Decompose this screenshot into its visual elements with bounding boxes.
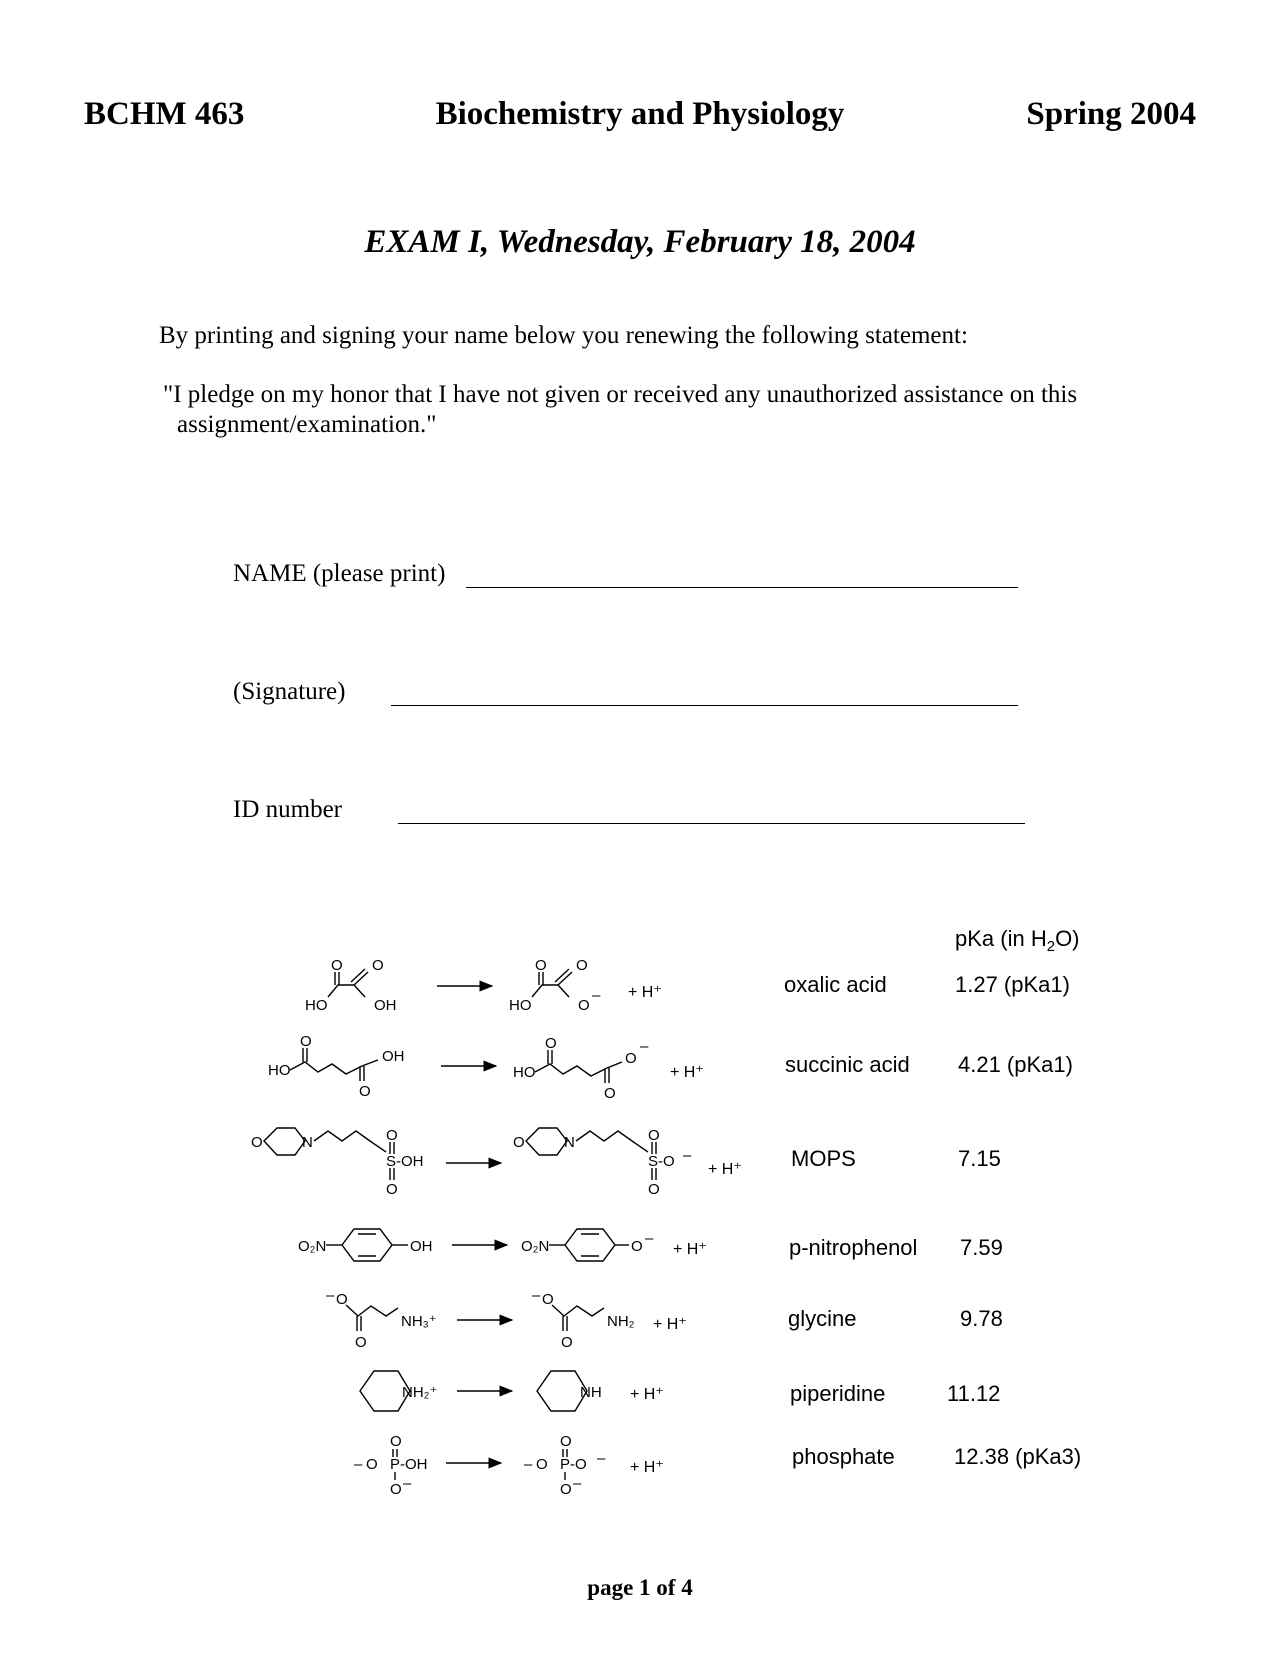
atom-label: N [302,1134,313,1151]
plus-proton-label: + H⁺ [628,984,662,1001]
atom-label: O [251,1134,263,1151]
bond [354,972,368,985]
atom-label: HO [268,1062,291,1079]
atom-label: O [604,1085,616,1102]
atom-label: P-O [560,1456,587,1473]
pka-value: 11.12 [947,1381,1001,1406]
plus-proton-label: + H⁺ [630,1459,664,1476]
hydrogen-phosphate-structure [354,1433,428,1498]
atom-label: NH₂⁺ [402,1384,438,1401]
atom-label: O [355,1334,367,1351]
morpholine-ring [526,1128,567,1155]
bond [576,1131,648,1152]
term: Spring 2004 [1026,96,1196,132]
compound-name: oxalic acid [784,972,887,997]
compound-name: p-nitrophenol [789,1235,918,1260]
atom-label: N [564,1134,575,1151]
pka-header-prefix: pKa (in H [955,926,1047,951]
compound-name: phosphate [792,1444,895,1469]
atom-label: O [625,1050,637,1067]
oxalate-structure [509,957,601,1014]
atom-label: O [648,1181,660,1198]
glycine-structure [326,1287,437,1351]
atom-label: O [513,1134,525,1151]
atom-label: O [535,957,547,974]
charge-label: – [524,1456,533,1473]
atom-label: O [536,1456,548,1473]
signature-label: (Signature) [233,678,346,705]
atom-label: OH [374,997,397,1014]
bond [552,1305,604,1316]
atom-label: O [386,1181,398,1198]
pka-value: 1.27 (pKa1) [955,972,1070,997]
charge-label: – [532,1287,541,1304]
atom-label: O [545,1035,557,1052]
charge-label: – [597,1450,606,1467]
atom-label: NH [580,1384,602,1401]
atom-label: O [576,957,588,974]
reaction-arrows [437,986,512,1463]
bond [532,985,569,997]
phosphate-structure [524,1433,606,1498]
charge-label: – [573,1475,582,1492]
pka-value: 7.15 [958,1146,1001,1171]
pka-value: 9.78 [960,1306,1003,1331]
atom-label: O [372,957,384,974]
morpholine-ring [264,1128,305,1155]
name-label: NAME (please print) [233,560,446,587]
exam-title: EXAM I, Wednesday, February 18, 2004 [364,224,916,260]
atom-label: O [578,997,590,1014]
charge-label: – [645,1230,654,1247]
atom-label: O [386,1127,398,1144]
id-number-label: ID number [233,796,342,823]
atom-label: O [648,1127,660,1144]
course-code: BCHM 463 [84,96,245,132]
plus-proton-label: + H⁺ [653,1316,687,1333]
succinate-structure [513,1035,649,1102]
plus-proton-label: + H⁺ [708,1161,742,1178]
atom-label: NH₃⁺ [401,1313,437,1330]
atom-label: O [331,957,343,974]
bond [328,985,365,997]
page-number: page 1 of 4 [587,1575,693,1600]
atom-label: HO [509,997,532,1014]
atom-label: O [359,1083,371,1100]
piperidine-structure [537,1371,602,1411]
plus-proton-label: + H⁺ [630,1386,664,1403]
atom-label: S-OH [386,1153,424,1170]
pka-value: 12.38 (pKa3) [954,1444,1082,1469]
atom-label: O [561,1334,573,1351]
atom-label: O [336,1291,348,1308]
compound-name: succinic acid [785,1052,910,1077]
bond [346,1305,398,1316]
pka-value: 4.21 (pKa1) [958,1052,1073,1077]
atom-label: O [390,1481,402,1498]
atom-label: OH [382,1048,405,1065]
atom-label: O [560,1433,572,1450]
atom-label: S-O [648,1153,675,1170]
bond [314,1131,386,1152]
mops-structure [251,1127,424,1198]
piperidinium-structure [360,1371,437,1411]
compound-name: MOPS [791,1146,856,1171]
atom-label: O [366,1456,378,1473]
pka-header-suffix: O) [1055,926,1080,951]
atom-label: O [560,1481,572,1498]
charge-label: – [326,1287,335,1304]
compound-name: glycine [788,1306,857,1331]
bond [351,969,365,982]
compound-name: piperidine [790,1381,886,1406]
atom-label: P-OH [390,1456,428,1473]
atom-label: O [542,1291,554,1308]
pledge-line-1: "I pledge on my honor that I have not given or received any unauthorized assistance on this [163,381,1078,408]
charge-label: – [592,987,601,1004]
glycinate-structure [532,1287,635,1351]
charge-label: – [354,1456,363,1473]
succinic-acid-structure [268,1033,405,1100]
atom-label: OH [410,1238,433,1255]
course-title: Biochemistry and Physiology [435,96,845,132]
atom-label: O₂N [521,1238,550,1255]
pka-value: 7.59 [960,1235,1003,1260]
atom-label: HO [513,1064,536,1081]
p-nitrophenolate-structure [521,1229,654,1261]
statement-intro: By printing and signing your name below you renewing the following statement: [159,322,968,349]
charge-label: – [403,1475,412,1492]
mops-anion-structure [513,1127,692,1198]
pka-header-sub: 2 [1046,938,1056,955]
p-nitrophenol-structure [298,1229,433,1261]
atom-label: O [631,1238,643,1255]
bond [290,1060,378,1074]
atom-label: O₂N [298,1238,327,1255]
atom-label: O [300,1033,312,1050]
bond [558,972,572,985]
pledge-line-2: assignment/examination." [177,411,437,438]
atom-label: O [390,1433,402,1450]
bond [555,969,569,982]
atom-label: HO [305,997,328,1014]
plus-proton-label: + H⁺ [673,1241,707,1258]
charge-label: – [683,1147,692,1164]
atom-label: NH₂ [607,1313,635,1330]
plus-proton-label: + H⁺ [670,1064,704,1081]
charge-label: – [640,1038,649,1055]
oxalic-acid-structure [305,957,397,1014]
